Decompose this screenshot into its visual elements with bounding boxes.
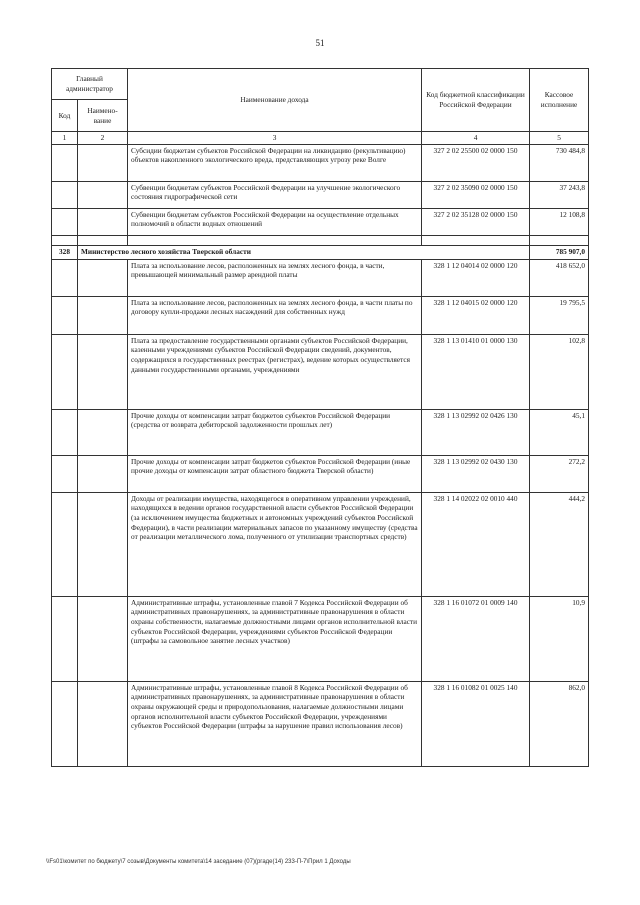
row-code: 328 1 16 01072 01 0009 140 xyxy=(422,596,530,681)
row-amount: 272,2 xyxy=(530,455,589,492)
header-budget-code: Код бюджетной классификации Российской Федерации xyxy=(422,69,530,132)
row-code: 327 2 02 25500 02 0000 150 xyxy=(422,144,530,181)
table-row xyxy=(52,596,589,681)
row-code: 328 1 13 02992 02 0426 130 xyxy=(422,409,530,455)
table-row xyxy=(52,681,589,766)
header-code: Код xyxy=(52,100,78,132)
row-name: Административные штрафы, установленные главой 7 Кодекса Российской Федерации об административных правонарушениях, за административные правонарушения в области охраны собственности, налагаемые должностными лицами органов исполнительной власти субъектов Российской Федерации, учреждениями субъектов Российской Федерации (штрафы за самовольное занятие лесных участков) xyxy=(128,596,422,681)
ministry-name: Министерство лесного хозяйства Тверской области xyxy=(78,245,530,259)
col-num-5: 5 xyxy=(530,132,589,145)
row-amount: 730 484,8 xyxy=(530,144,589,181)
row-name: Субвенции бюджетам субъектов Российской Федерации на осуществление отдельных полномочий в области водных отношений xyxy=(128,208,422,235)
row-amount: 102,8 xyxy=(530,334,589,409)
row-name: Субсидии бюджетам субъектов Российской Федерации на ликвидацию (рекультивацию) объектов накопленного экологического вреда, представляющих угрозу реке Волге xyxy=(128,144,422,181)
file-path-footer: \\Fs01\комитет по бюджету\7 созыв\Документы комитета\14 заседание (07)(ргаде(14) 233-П-7\Прил 1 Доходы xyxy=(46,859,351,865)
row-name: Субвенции бюджетам субъектов Российской Федерации на улучшение экологического состояния гидрографической сети xyxy=(128,181,422,208)
row-name: Прочие доходы от компенсации затрат бюджетов субъектов Российской Федерации (средства от возврата дебиторской задолженности прошлых лет) xyxy=(128,409,422,455)
row-code: 327 2 02 35090 02 0000 150 xyxy=(422,181,530,208)
row-name: Прочие доходы от компенсации затрат бюджетов субъектов Российской Федерации (иные прочие доходы от компенсации затрат областного бюджета Тверской области) xyxy=(128,455,422,492)
row-amount: 12 108,8 xyxy=(530,208,589,235)
row-code: 328 1 14 02022 02 0010 440 xyxy=(422,492,530,596)
col-num-3: 3 xyxy=(128,132,422,145)
table-row xyxy=(52,259,589,296)
row-name: Плата за предоставление государственными органами субъектов Российской Федерации, казенными учреждениями субъектов Российской Федерации сведений, документов, содержащихся в государственных реестрах (регистрах), ведение которых осуществляется данными государственными органами, учреждениями xyxy=(128,334,422,409)
row-amount: 862,0 xyxy=(530,681,589,766)
row-code: 328 1 12 04015 02 0000 120 xyxy=(422,296,530,334)
header-chief-admin: Главный администратор xyxy=(52,69,128,100)
table-row xyxy=(52,296,589,334)
row-code: 328 1 13 01410 01 0000 130 xyxy=(422,334,530,409)
table-header xyxy=(52,69,589,145)
table-body xyxy=(52,144,589,766)
row-amount: 444,2 xyxy=(530,492,589,596)
header-cash: Кассовое исполнение xyxy=(530,69,589,132)
income-table xyxy=(51,68,589,767)
row-code: 328 1 13 02992 02 0430 130 xyxy=(422,455,530,492)
row-name: Доходы от реализации имущества, находящегося в оперативном управлении учреждений, находящихся в ведении органов государственной власти субъектов Российской Федерации (за исключением имущества бюджетных и автономных учреждений субъектов Российской Федерации), в части реализации материальных запасов по указанному имуществу (средства от реализации металлического лома, полученного от утилизации транспортных средств) xyxy=(128,492,422,596)
row-code: 328 1 12 04014 02 0000 120 xyxy=(422,259,530,296)
row-amount: 418 652,0 xyxy=(530,259,589,296)
row-code: 327 2 02 35128 02 0000 150 xyxy=(422,208,530,235)
row-name: Административные штрафы, установленные главой 8 Кодекса Российской Федерации об административных правонарушениях, за административные правонарушения в области охраны окружающей среды и природопользования, налагаемые должностными лицами органов исполнительной власти субъектов Российской Федерации, учреждениями субъектов Российской Федерации (штрафы за нарушение правил использования лесов) xyxy=(128,681,422,766)
row-name: Плата за использование лесов, расположенных на землях лесного фонда, в части платы по договору купли-продажи лесных насаждений для собственных нужд xyxy=(128,296,422,334)
ministry-code: 328 xyxy=(52,245,78,259)
col-num-1: 1 xyxy=(52,132,78,145)
table-row xyxy=(52,208,589,235)
row-amount: 19 795,5 xyxy=(530,296,589,334)
page-number: 51 xyxy=(315,38,325,48)
row-amount: 10,9 xyxy=(530,596,589,681)
table-row xyxy=(52,492,589,596)
spacer-row xyxy=(52,235,589,245)
table-row xyxy=(52,181,589,208)
table-row xyxy=(52,409,589,455)
table-row xyxy=(52,334,589,409)
col-num-4: 4 xyxy=(422,132,530,145)
row-amount: 45,1 xyxy=(530,409,589,455)
row-name: Плата за использование лесов, расположенных на землях лесного фонда, в части, превышающей минимальный размер арендной платы xyxy=(128,259,422,296)
ministry-amount: 785 907,0 xyxy=(530,245,589,259)
table-row xyxy=(52,144,589,181)
ministry-row xyxy=(52,245,589,259)
row-code: 328 1 16 01082 01 0025 140 xyxy=(422,681,530,766)
header-income-name: Наименование дохода xyxy=(128,69,422,132)
header-name-short: Наимено-вание xyxy=(78,100,128,132)
table-row xyxy=(52,455,589,492)
row-amount: 37 243,8 xyxy=(530,181,589,208)
col-num-2: 2 xyxy=(78,132,128,145)
